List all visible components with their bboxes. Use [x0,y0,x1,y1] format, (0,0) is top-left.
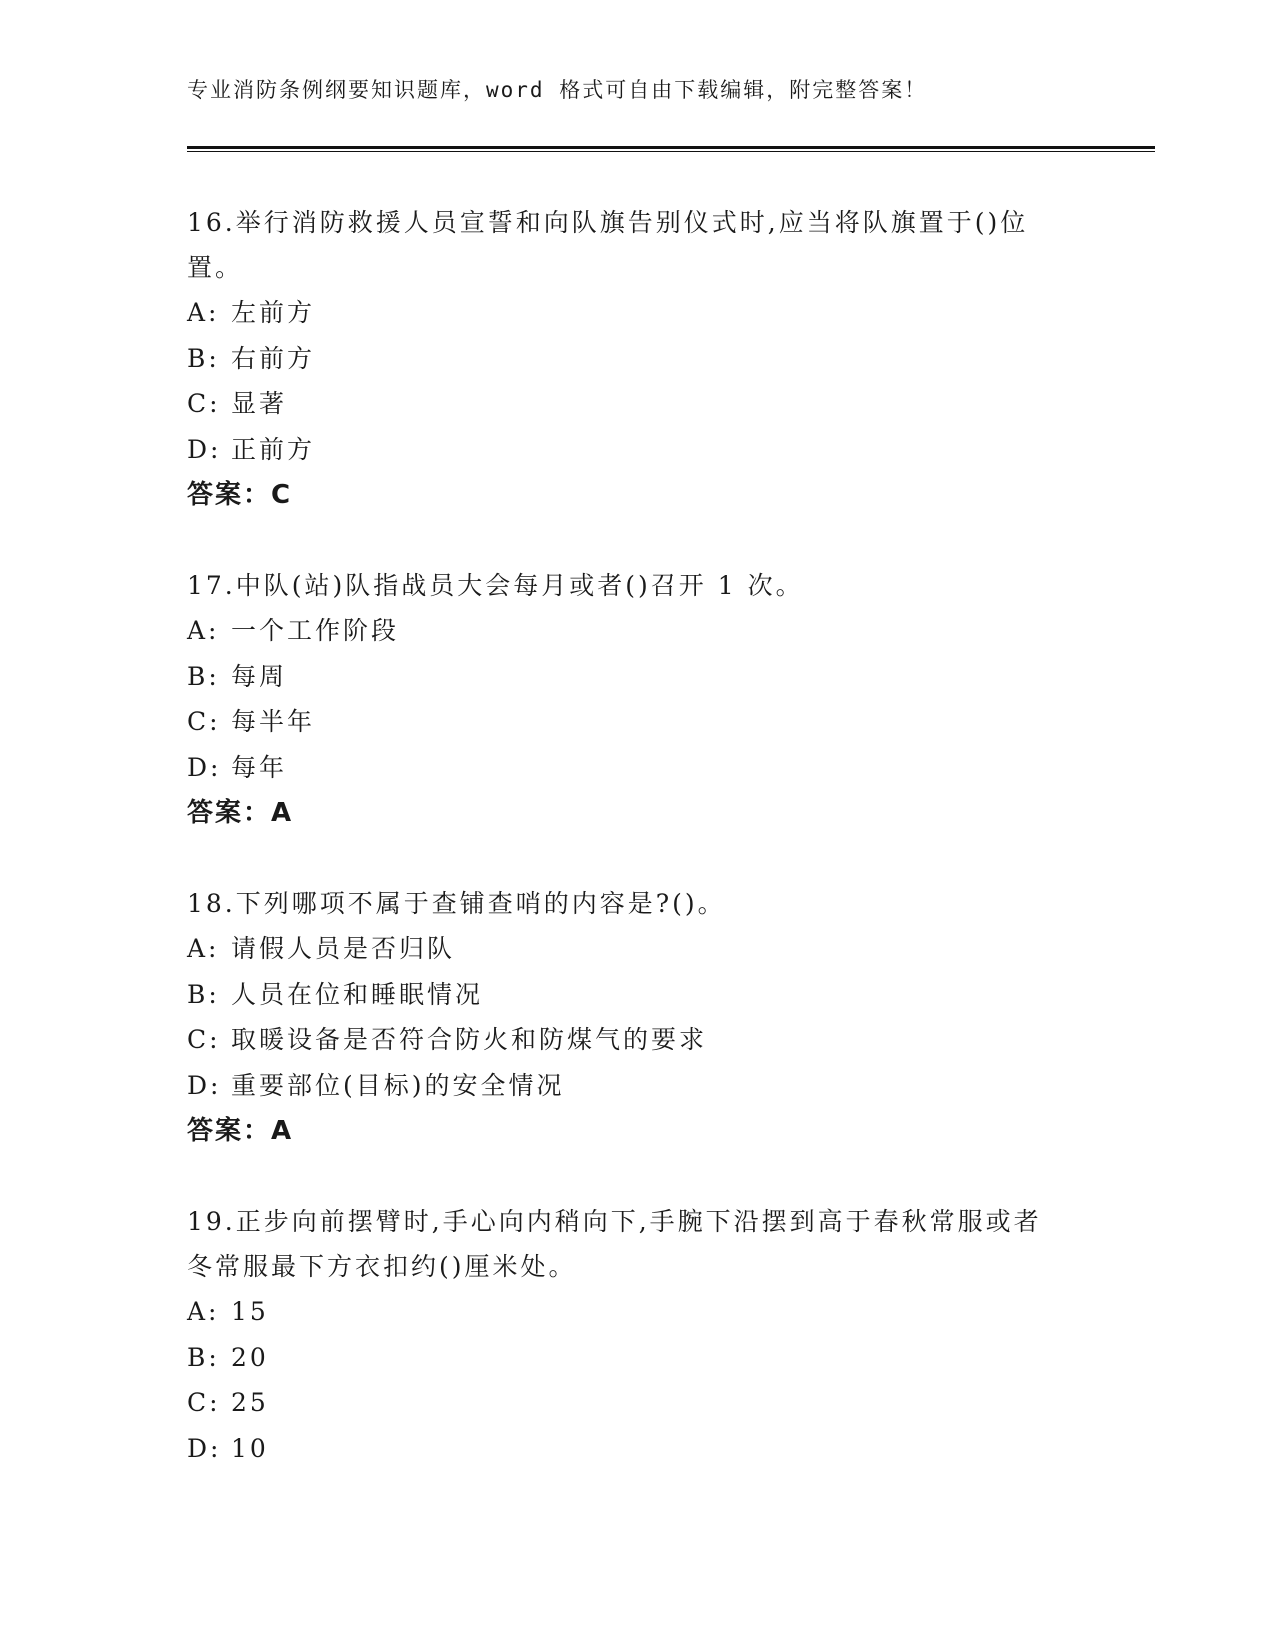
answer-label: 答案：A [187,1116,294,1146]
question-17 [187,563,1087,836]
question-18 [187,881,1087,1154]
option-text: 重要部位(目标)的安全情况 [231,1070,565,1100]
option-key: A: [187,616,220,645]
option-text: 每周 [231,661,288,691]
header-divider-thin [187,151,1155,152]
question-stem: 17.中队(站)队指战员大会每月或者()召开 1 次。 [187,571,804,600]
option-key: B: [187,343,220,373]
option-text: 取暖设备是否符合防火和防煤气的要求 [231,1025,708,1054]
question-stem: 19.正步向前摆臂时,手心向内稍向下,手腕下沿摆到高于春秋常服或者冬常服最下方衣扣约()厘米处。 [187,1207,1042,1281]
question-list [187,200,1087,1516]
page-header: 专业消防条例纲要知识题库，word 格式可自由下载编辑，附完整答案！ [187,78,928,102]
option-c [187,1017,1087,1063]
question-stem: 16.举行消防救援人员宣誓和向队旗告别仪式时,应当将队旗置于()位置。 [187,208,1029,282]
option-d [187,1063,1087,1109]
option-text: 25 [231,1388,269,1417]
option-text: 左前方 [231,298,316,327]
option-key: B: [187,661,220,691]
option-a [187,926,1087,972]
option-key: A: [187,298,220,327]
option-b [187,972,1087,1018]
option-d [187,427,1087,473]
option-a [187,290,1087,336]
option-key: D: [187,1070,222,1100]
answer-label: 答案：C [187,480,293,510]
option-key: D: [187,1433,222,1463]
question-16 [187,200,1087,518]
option-text: 人员在位和睡眠情况 [231,979,484,1009]
option-a [187,608,1087,654]
option-text: 15 [231,1297,269,1326]
option-key: C: [187,1025,221,1054]
option-key: B: [187,1342,220,1372]
option-key: D: [187,752,222,782]
option-text: 正前方 [231,434,316,464]
option-b [187,1335,1087,1381]
option-a [187,1289,1087,1335]
question-19 [187,1199,1087,1471]
option-text: 每年 [231,752,288,782]
option-d [187,745,1087,791]
option-key: D: [187,434,222,464]
option-key: C: [187,1388,221,1417]
answer-label: 答案：A [187,798,294,828]
option-key: C: [187,707,221,736]
option-b [187,336,1087,382]
option-text: 10 [231,1433,269,1463]
option-d [187,1426,1087,1472]
option-key: B: [187,979,220,1009]
option-key: C: [187,389,221,418]
option-c [187,699,1087,745]
option-c [187,1380,1087,1426]
option-text: 20 [231,1342,269,1372]
option-text: 一个工作阶段 [231,616,400,645]
question-stem: 18.下列哪项不属于查铺查哨的内容是?()。 [187,889,726,918]
option-text: 请假人员是否归队 [231,934,456,963]
option-key: A: [187,934,220,963]
option-key: A: [187,1297,220,1326]
option-text: 右前方 [231,343,316,373]
header-divider-thick [187,146,1155,149]
option-b [187,654,1087,700]
option-text: 每半年 [231,707,316,736]
option-text: 显著 [231,389,288,418]
option-c [187,381,1087,427]
